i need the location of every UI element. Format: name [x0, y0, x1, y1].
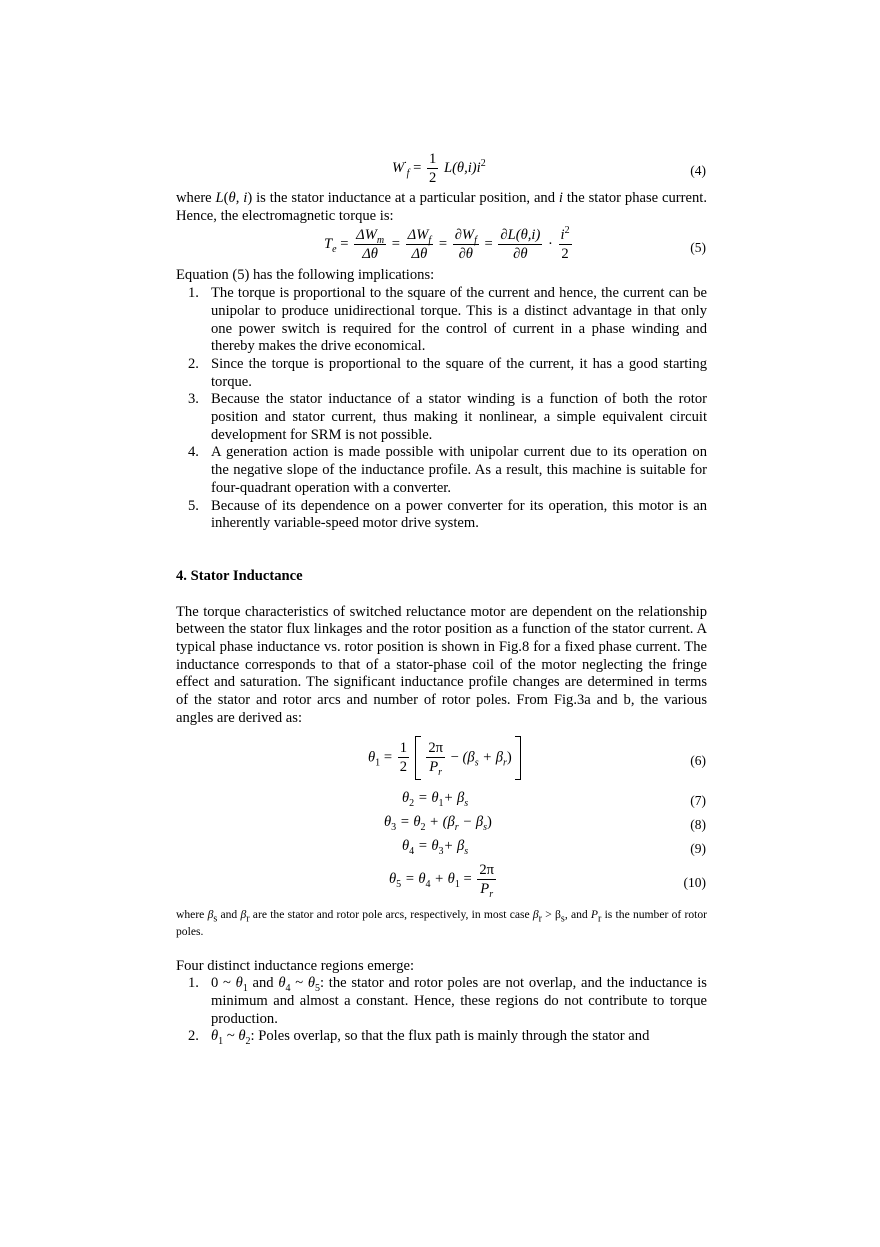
eq5-f3-num-sub: f: [474, 235, 477, 247]
region1-th5-sub: 5: [315, 983, 321, 995]
eq8-label: (8): [690, 816, 706, 832]
note-bs: β: [207, 907, 214, 921]
para1-paren-open: (: [223, 190, 229, 206]
eq6-eq: =: [383, 748, 393, 765]
eq10-plus: + θ: [430, 870, 455, 887]
equation-8: [176, 812, 707, 836]
equation-10: [176, 860, 707, 904]
region2-th1: θ: [211, 1028, 219, 1045]
eq6-inner-den: P: [429, 759, 439, 776]
eq5-f4-den: ∂θ: [513, 246, 528, 263]
eq4-lhs: W: [392, 159, 405, 176]
list-item: [176, 285, 707, 356]
eq10-eq2: =: [459, 870, 476, 887]
note-c1: β: [532, 907, 539, 921]
eq9-label: (9): [690, 840, 706, 856]
equation-4: $W^\cdot_f$ = $\frac{1}{2}$ $L(\theta,i)i^2$ (4): [392, 151, 706, 186]
eq8-a: θ: [384, 813, 392, 830]
eq7-plus: + β: [443, 789, 465, 806]
symbols-note: [176, 906, 707, 940]
eq6-b-r: r: [503, 756, 507, 768]
eq5-T-sub: e: [332, 244, 337, 256]
eq5-f3-num: ∂W: [454, 227, 475, 244]
eq4-num: 1: [429, 151, 437, 167]
eq8-c-sub: r: [454, 821, 459, 833]
eq5-f1-den: Δθ: [362, 246, 378, 263]
note-t4: > β: [542, 907, 561, 921]
equation-9: [176, 836, 707, 860]
region1-th4-sub: 4: [285, 983, 291, 995]
eq5-f2-den: Δθ: [411, 246, 428, 263]
note-c1-sub: r: [538, 912, 542, 924]
eq10-a-sub: 5: [396, 878, 402, 890]
list-text: A generation action is made possible with unipolar current due to its operation on the negative slope of the inductance profile. As a result, this machine is suitable for four-quadrant operation with a converter.: [211, 444, 707, 496]
eq7-b-sub: 1: [438, 797, 444, 809]
eq5-frac-2: [406, 226, 434, 263]
note-c2-sub: s: [560, 912, 565, 924]
region2-d: : Poles overlap, so that the flux path is mainly through the stator and: [250, 1028, 650, 1045]
region2-th2-sub: 2: [245, 1036, 251, 1048]
eq9-a-sub: 4: [409, 845, 415, 857]
region1-th1: θ: [235, 975, 243, 992]
eq8-b-sub: 2: [420, 821, 426, 833]
eq10-num: 2π: [479, 861, 495, 878]
eq4-label: (4): [690, 163, 706, 178]
eq5-eq-4: =: [484, 236, 493, 253]
list-item: [176, 498, 707, 533]
eq8-plus: + (β: [425, 813, 455, 830]
eq6-plus: + β: [478, 748, 504, 765]
eq5-f3-den: ∂θ: [458, 246, 473, 263]
eq5-f2-num: ΔW: [407, 227, 429, 244]
para1-L: L: [215, 190, 224, 206]
region1-d: : the stator and rotor poles are not overlap, and the inductance is minimum and almost a constant. Hence, these regions do not contribute to torque production.: [211, 975, 707, 1027]
eq8-d-sub: s: [483, 821, 488, 833]
region1-c: ~: [290, 975, 308, 992]
note-br: β: [240, 907, 247, 921]
eq5-f5-num-sup: 2: [564, 225, 570, 237]
eq6-close: ): [506, 748, 512, 765]
region2-th1-sub: 1: [218, 1036, 224, 1048]
eq5-label: (5): [690, 240, 706, 256]
regions-list: [176, 975, 707, 1046]
region1-b: and: [247, 975, 279, 992]
eq4-fraction: [427, 150, 438, 187]
para1-text-c: the stator phase current. Hence, the electromagnetic torque is:: [176, 190, 707, 224]
section-heading: 4. Stator Inductance: [176, 567, 303, 584]
list-number: 4.: [188, 444, 199, 461]
list-number: 3.: [188, 391, 199, 408]
eq9-eq: = θ: [414, 837, 439, 854]
eq5-frac-4: [498, 226, 542, 263]
eq6-minus: −: [450, 748, 459, 765]
list-text: Because of its dependence on a power converter for its operation, this motor is an inherently variable-speed motor drive system.: [211, 497, 707, 532]
eq5-frac-1: [354, 226, 386, 263]
eq5-dot: ·: [547, 236, 553, 253]
eq6-num: 1: [399, 740, 408, 757]
eq8-eq: = θ: [396, 813, 421, 830]
eq7-a: θ: [402, 789, 410, 806]
eq5-frac-3: [453, 226, 479, 263]
list-number: 1.: [188, 975, 199, 992]
eq5-f4-num: ∂L(θ,i): [500, 227, 541, 244]
eq5-f1-num-sub: m: [376, 235, 385, 247]
para1-paren-close: ): [247, 190, 253, 206]
eq6-frac-inner: [426, 739, 445, 776]
eq5-frac-5: [559, 226, 572, 263]
eq4-prime: ·: [404, 157, 407, 169]
region2-c: ~: [223, 1028, 239, 1045]
eq10-eq: = θ: [401, 870, 426, 887]
list-text: Because the stator inductance of a stator winding is a function of both the rotor position and stator current, thus making it nonlinear, a simple equivalent circuit development for SRM is not possible.: [211, 391, 707, 443]
eq4-rhs: L(θ,i)i: [443, 159, 481, 176]
eq9-c-sub: s: [464, 845, 469, 857]
equation-7: [176, 788, 707, 812]
eq7-label: (7): [690, 792, 706, 808]
region1-th4: θ: [278, 975, 286, 992]
eq6-frac-half: [398, 739, 409, 776]
para1-comma-i: , i: [235, 190, 248, 206]
para1-text-b: is the stator inductance at a particular position, and: [252, 190, 559, 206]
eq10-label: (10): [683, 874, 706, 890]
eq6-bracket-left: [415, 736, 421, 780]
list-item: [176, 1028, 707, 1046]
eq5-f5-num: i: [560, 227, 565, 244]
paragraph-2: The torque characteristics of switched reluctance motor are dependent on the relationship between the stator flux linkages and the rotor position as a function of the stator current. A typical phase inductance vs. rotor position is shown in Fig.8 for a fixed phase current. The inductance corresponds to that of a stator-phase coil of the motor neglecting the fringe effect and saturation. The significant inductance profile changes are determined in terms of the stator and rotor arcs and number of rotor poles. From Fig.3a and b, the various angles are derived as:: [176, 603, 707, 726]
note-t5: , and: [564, 907, 591, 921]
list-number: 1.: [188, 285, 199, 302]
region2-th2: θ: [238, 1028, 246, 1045]
implications-intro: Equation (5) has the following implications:: [176, 267, 435, 284]
eq9-b-sub: 3: [438, 845, 444, 857]
regions-intro: Four distinct inductance regions emerge:: [176, 957, 415, 974]
eq6-lhs: θ: [368, 748, 376, 765]
list-item: [176, 444, 707, 497]
list-item: [176, 391, 707, 444]
para1-text-a: where: [176, 190, 216, 206]
eq10-den: P: [480, 880, 490, 897]
eq6-b-s: s: [474, 756, 479, 768]
list-text: Since the torque is proportional to the square of the current, it has a good starting torque.: [211, 355, 707, 390]
eq7-eq: = θ: [414, 789, 439, 806]
eq10-a: θ: [389, 870, 397, 887]
list-number: 5.: [188, 497, 199, 514]
note-t6: is the number of rotor poles.: [176, 907, 708, 938]
eq4-rhs-sup: 2: [480, 157, 486, 169]
eq6-den: 2: [399, 759, 408, 776]
eq6-lhs-sub: 1: [375, 756, 381, 768]
note-P-sub: r: [598, 912, 602, 924]
region1-th1-sub: 1: [242, 983, 248, 995]
note-t2: and: [217, 907, 241, 921]
equation-6: [176, 732, 707, 788]
note-br-sub: r: [246, 912, 250, 924]
note-t1: where: [176, 907, 208, 921]
eq6-inner-den-sub: r: [438, 766, 443, 778]
region1-a: 0 ~: [211, 975, 236, 992]
eq8-close: ): [487, 813, 492, 830]
list-text: The torque is proportional to the square of the current and hence, the current can be unipolar to produce unidirectional torque. This is a distinct advantage in that only one power switch is required for the control of current in a phase winding and thereby makes the drive economical.: [211, 285, 707, 355]
paragraph-1: [176, 190, 707, 225]
eq5-f1-num: ΔW: [356, 227, 377, 244]
eq10-frac: [477, 861, 496, 898]
eq5-T: T: [324, 236, 333, 253]
eq4-lhs-sub: f: [406, 167, 410, 179]
list-item: [176, 356, 707, 391]
eq8-minus: − β: [458, 813, 484, 830]
eq5-f5-den: 2: [561, 246, 569, 263]
page-content: [176, 150, 707, 1046]
eq6-inner-num: 2π: [428, 740, 443, 757]
list-number: 2.: [188, 355, 199, 372]
eq10-den-sub: r: [489, 888, 494, 900]
eq10-b-sub: 4: [425, 878, 431, 890]
eq7-a-sub: 2: [409, 797, 415, 809]
para1-i: i: [558, 190, 563, 206]
list-item: [176, 975, 707, 1028]
eq6-label: (6): [690, 752, 706, 768]
eq9-plus: + β: [443, 837, 465, 854]
note-bs-sub: s: [213, 912, 218, 924]
note-P: P: [590, 907, 599, 921]
eq8-a-sub: 3: [391, 821, 397, 833]
implications-list: [176, 285, 707, 533]
equation-5: [176, 225, 707, 267]
eq4-den: 2: [429, 170, 437, 186]
para1-theta: θ: [228, 190, 236, 206]
note-t3: are the stator and rotor pole arcs, respectively, in most case: [249, 907, 533, 921]
eq5-eq-2: =: [391, 236, 400, 253]
eq10-c-sub: 1: [454, 878, 460, 890]
eq5-eq-3: =: [438, 236, 448, 253]
eq6-paren: (β: [462, 748, 475, 765]
region1-th5: θ: [307, 975, 316, 992]
eq9-a: θ: [402, 837, 410, 854]
eq7-c-sub: s: [464, 797, 469, 809]
list-number: 2.: [188, 1028, 199, 1045]
eq6-bracket-right: [515, 736, 521, 780]
eq5-eq-1: =: [340, 236, 349, 253]
eq5-f2-num-sub: f: [428, 235, 432, 247]
